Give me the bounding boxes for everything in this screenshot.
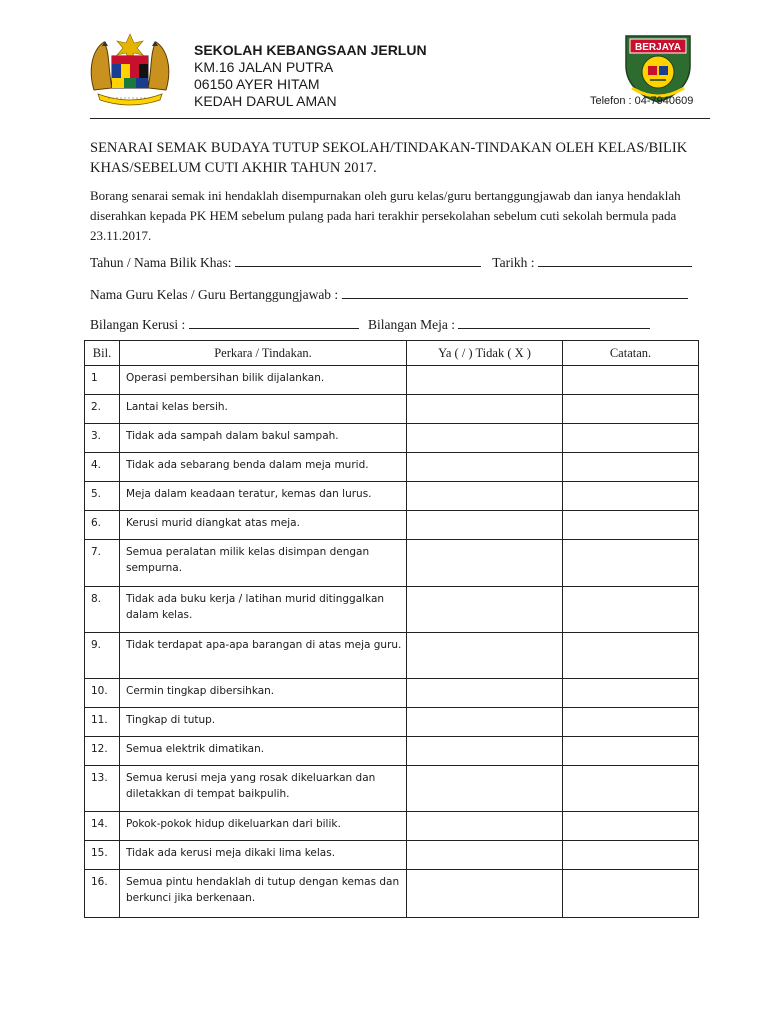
row-item: Cermin tingkap dibersihkan.	[120, 679, 407, 708]
field-row-year-date	[90, 254, 730, 271]
school-name: SEKOLAH KEBANGSAAN JERLUN	[194, 42, 427, 58]
header-catatan: Catatan.	[563, 341, 699, 366]
table-row	[85, 812, 699, 841]
row-notes-cell[interactable]	[563, 587, 699, 633]
table-row	[85, 424, 699, 453]
table-row	[85, 870, 699, 918]
row-notes-cell[interactable]	[563, 540, 699, 587]
row-item: Semua peralatan milik kelas disimpan dengan sempurna.	[120, 540, 407, 587]
table-row	[85, 453, 699, 482]
row-notes-cell[interactable]	[563, 679, 699, 708]
row-item: Pokok-pokok hidup dikeluarkan dari bilik.	[120, 812, 407, 841]
row-number: 5.	[85, 482, 120, 511]
table-header-row	[85, 341, 699, 366]
teacher-label: Nama Guru Kelas / Guru Bertanggungjawab :	[90, 287, 339, 302]
row-item: Semua elektrik dimatikan.	[120, 737, 407, 766]
row-number: 9.	[85, 633, 120, 679]
row-check-cell[interactable]	[407, 482, 563, 511]
row-notes-cell[interactable]	[563, 812, 699, 841]
row-notes-cell[interactable]	[563, 633, 699, 679]
row-item: Semua pintu hendaklah di tutup dengan kemas dan berkunci jika berkenaan.	[120, 870, 407, 918]
row-item: Operasi pembersihan bilik dijalankan.	[120, 366, 407, 395]
table-row	[85, 679, 699, 708]
form-instructions: Borang senarai semak ini hendaklah disempurnakan oleh guru kelas/guru bertanggungjawab dan ianya hendaklah diserahkan kepada PK HEM sebelum pulang pada hari terakhir persekolahan sebelum cuti sekolah bermula pada 23.11.2017.	[90, 188, 681, 243]
row-item: Lantai kelas bersih.	[120, 395, 407, 424]
row-notes-cell[interactable]	[563, 708, 699, 737]
address-line-3: KEDAH DARUL AMAN	[194, 93, 337, 109]
row-item: Tidak ada buku kerja / latihan murid ditinggalkan dalam kelas.	[120, 587, 407, 633]
row-number: 10.	[85, 679, 120, 708]
row-number: 13.	[85, 766, 120, 812]
row-check-cell[interactable]	[407, 679, 563, 708]
row-notes-cell[interactable]	[563, 453, 699, 482]
school-phone: Telefon : 04-7940609	[590, 95, 694, 107]
badge-text: BERJAYA	[635, 42, 681, 53]
row-number: 12.	[85, 737, 120, 766]
table-row	[85, 737, 699, 766]
row-notes-cell[interactable]	[563, 870, 699, 918]
row-number: 11.	[85, 708, 120, 737]
row-notes-cell[interactable]	[563, 841, 699, 870]
row-notes-cell[interactable]	[563, 482, 699, 511]
address-line-2: 06150 AYER HITAM	[194, 76, 320, 92]
school-badge-icon	[620, 32, 696, 104]
row-item: Tingkap di tutup.	[120, 708, 407, 737]
header-ya-tidak: Ya ( / ) Tidak ( X )	[407, 341, 563, 366]
header-perkara: Perkara / Tindakan.	[120, 341, 407, 366]
school-address	[194, 42, 427, 110]
row-number: 8.	[85, 587, 120, 633]
date-blank[interactable]	[538, 254, 692, 267]
row-check-cell[interactable]	[407, 766, 563, 812]
table-row	[85, 395, 699, 424]
field-row-counts	[90, 316, 730, 333]
year-room-label: Tahun / Nama Bilik Khas:	[90, 255, 232, 270]
row-item: Meja dalam keadaan teratur, kemas dan lurus.	[120, 482, 407, 511]
row-item: Tidak ada sebarang benda dalam meja murid.	[120, 453, 407, 482]
row-check-cell[interactable]	[407, 587, 563, 633]
letterhead-divider	[90, 118, 710, 119]
tables-label: Bilangan Meja :	[367, 317, 455, 332]
row-check-cell[interactable]	[407, 453, 563, 482]
table-row	[85, 511, 699, 540]
row-check-cell[interactable]	[407, 708, 563, 737]
table-row	[85, 482, 699, 511]
row-number: 6.	[85, 511, 120, 540]
table-row	[85, 633, 699, 679]
row-check-cell[interactable]	[407, 540, 563, 587]
row-item: Tidak ada sampah dalam bakul sampah.	[120, 424, 407, 453]
row-number: 7.	[85, 540, 120, 587]
row-notes-cell[interactable]	[563, 737, 699, 766]
tables-blank[interactable]	[458, 316, 650, 329]
row-item: Semua kerusi meja yang rosak dikeluarkan dan diletakkan di tempat baikpulih.	[120, 766, 407, 812]
coat-of-arms-icon	[86, 30, 174, 106]
row-number: 3.	[85, 424, 120, 453]
teacher-blank[interactable]	[342, 286, 688, 299]
row-check-cell[interactable]	[407, 633, 563, 679]
row-check-cell[interactable]	[407, 737, 563, 766]
row-item: Kerusi murid diangkat atas meja.	[120, 511, 407, 540]
row-number: 16.	[85, 870, 120, 918]
table-row	[85, 540, 699, 587]
row-notes-cell[interactable]	[563, 511, 699, 540]
table-row	[85, 841, 699, 870]
date-label: Tarikh :	[492, 255, 535, 270]
table-row	[85, 366, 699, 395]
field-row-teacher	[90, 286, 730, 303]
row-notes-cell[interactable]	[563, 424, 699, 453]
row-number: 14.	[85, 812, 120, 841]
row-check-cell[interactable]	[407, 841, 563, 870]
checklist-table	[84, 340, 699, 918]
row-check-cell[interactable]	[407, 395, 563, 424]
form-title	[90, 138, 710, 178]
row-check-cell[interactable]	[407, 812, 563, 841]
row-check-cell[interactable]	[407, 870, 563, 918]
row-notes-cell[interactable]	[563, 766, 699, 812]
row-number: 2.	[85, 395, 120, 424]
table-row	[85, 708, 699, 737]
row-check-cell[interactable]	[407, 511, 563, 540]
row-notes-cell[interactable]	[563, 366, 699, 395]
row-number: 1	[85, 366, 120, 395]
row-check-cell[interactable]	[407, 366, 563, 395]
address-line-1: KM.16 JALAN PUTRA	[194, 59, 334, 75]
year-room-blank[interactable]	[235, 254, 481, 267]
chairs-blank[interactable]	[189, 316, 359, 329]
row-notes-cell[interactable]	[563, 395, 699, 424]
form-title-line-1: SENARAI SEMAK BUDAYA TUTUP SEKOLAH/TINDAKAN-TINDAKAN OLEH KELAS/BILIK	[90, 140, 688, 156]
row-item: Tidak terdapat apa-apa barangan di atas meja guru.	[120, 633, 407, 679]
row-number: 15.	[85, 841, 120, 870]
row-check-cell[interactable]	[407, 424, 563, 453]
row-item: Tidak ada kerusi meja dikaki lima kelas.	[120, 841, 407, 870]
header-bil: Bil.	[85, 341, 120, 366]
chairs-label: Bilangan Kerusi :	[90, 317, 186, 332]
row-number: 4.	[85, 453, 120, 482]
table-row	[85, 766, 699, 812]
table-row	[85, 587, 699, 633]
form-title-line-2: KHAS/SEBELUM CUTI AKHIR TAHUN 2017.	[90, 160, 377, 176]
